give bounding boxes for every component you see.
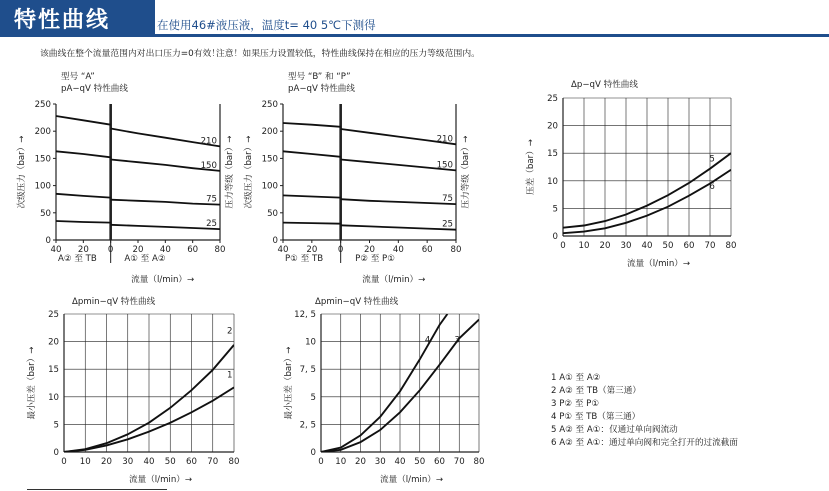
chart-a-xlabel: 流量（l/min）→ bbox=[131, 275, 195, 285]
chart-bp-dir-left: P① 至 TB bbox=[285, 254, 324, 264]
chart-bp-x-tick-label: 80 bbox=[450, 245, 462, 255]
chart-dpmin-b-x-tick-label: 30 bbox=[374, 457, 386, 467]
chart-dpmin-a-x-tick-label: 70 bbox=[207, 457, 219, 467]
chart-dpmin-b-x-tick-label: 50 bbox=[414, 457, 426, 467]
chart-bp-curve-210-left bbox=[283, 123, 341, 127]
chart-dp-xlabel: 流量（l/min）→ bbox=[627, 259, 691, 269]
chart-dpmin-b-y-tick-label: 7, 5 bbox=[299, 365, 316, 376]
chart-dpmin-b-x-tick-label: 80 bbox=[473, 457, 485, 467]
chart-dp-y-tick-label: 10 bbox=[547, 176, 558, 187]
chart-dpmin-a-curve-label: 2 bbox=[227, 326, 233, 337]
chart-a-title: 型号 “A” bbox=[61, 72, 95, 82]
chart-a-curve-label: 25 bbox=[206, 219, 217, 230]
chart-dpmin-b-y-tick-label: 12, 5 bbox=[294, 310, 316, 320]
chart-bp-curve-25-right bbox=[341, 225, 456, 229]
chart-dpmin-a-y-tick-label: 0 bbox=[53, 448, 59, 458]
chart-dpmin-b-x-tick-label: 40 bbox=[394, 457, 406, 467]
chart-dpmin-a-x-tick-label: 60 bbox=[186, 457, 197, 467]
chart-dpmin-a-x-tick-label: 50 bbox=[164, 457, 176, 467]
chart-dpmin-b-curve-label: 3 bbox=[454, 335, 461, 346]
chart-dp-x-tick-label: 20 bbox=[599, 241, 611, 251]
chart-dp-y-tick-label: 15 bbox=[547, 149, 558, 160]
chart-dpmin-b-x-tick-label: 10 bbox=[335, 457, 347, 467]
chart-a-dir-left: A② 至 TB bbox=[58, 254, 97, 264]
chart-bp-dir-right: P② 至 P① bbox=[355, 254, 395, 264]
chart-dp-x-tick-label: 10 bbox=[578, 241, 590, 251]
chart-dp-y-tick-label: 20 bbox=[547, 121, 558, 132]
chart-bp-xlabel: 流量（l/min）→ bbox=[362, 275, 426, 285]
chart-a-y-tick-label: 200 bbox=[34, 127, 51, 138]
chart-dpmin-a-y-tick-label: 20 bbox=[48, 337, 59, 348]
chart-dp-curve-label: 6 bbox=[709, 182, 715, 193]
chart-a-x-tick-label: 40 bbox=[50, 245, 62, 255]
chart-bp-curve-label: 210 bbox=[436, 134, 453, 145]
chart-a-x-tick-label: 60 bbox=[187, 245, 199, 255]
chart-dpmin-b-x-tick-label: 70 bbox=[453, 457, 465, 467]
chart-a-y-tick-label: 0 bbox=[45, 236, 51, 246]
note-warning: 注意！如果压力设置较低，特性曲线保持在相应的压力等级范围内。 bbox=[216, 49, 480, 59]
chart-a-curve-75-left bbox=[56, 194, 111, 198]
chart-dpmin-a-y-tick-label: 10 bbox=[48, 392, 59, 403]
chart-dpmin-b-y-tick-label: 10 bbox=[305, 337, 316, 348]
chart-bp-x-tick-label: 60 bbox=[421, 245, 433, 255]
chart-bp-curve-label: 150 bbox=[436, 160, 453, 171]
chart-bp-x-tick-label: 20 bbox=[364, 245, 375, 255]
chart-a-curve-75-right bbox=[111, 200, 220, 205]
chart-a-curve-210-left bbox=[56, 116, 111, 125]
chart-bp-y-tick-label: 200 bbox=[261, 127, 278, 138]
chart-dpmin-a-x-tick-label: 80 bbox=[228, 457, 240, 467]
legend-item: 1 A① 至 A② bbox=[551, 373, 601, 383]
legend-item: 5 A② 至 A①：仅通过单向阀流动 bbox=[551, 425, 678, 435]
chart-dpmin-b-y-tick-label: 5 bbox=[310, 392, 316, 403]
chart-a-x-tick-label: 0 bbox=[107, 245, 114, 255]
chart-dpmin-a-x-tick-label: 40 bbox=[143, 457, 155, 467]
chart-a-ylabel-left: 次级压力（bar）→ bbox=[17, 135, 27, 209]
chart-a-x-tick-label: 80 bbox=[214, 245, 226, 255]
chart-dp-y-tick-label: 0 bbox=[552, 232, 558, 242]
chart-bp-curve-25-left bbox=[283, 223, 341, 224]
chart-dpmin-b-curve-4 bbox=[321, 314, 447, 452]
page-title: 特性曲线 bbox=[14, 8, 111, 33]
chart-a-y-tick-label: 150 bbox=[34, 154, 51, 165]
chart-bp-ylabel-left: 次级压力（bar）→ bbox=[244, 135, 254, 209]
chart-dpmin-b-ylabel: 最小压差（bar）→ bbox=[284, 346, 294, 420]
chart-bp-curve-150-left bbox=[283, 151, 341, 157]
chart-bp-ylabel-right: 压力等级（bar）→ bbox=[461, 135, 471, 209]
chart-bp-y-tick-label: 250 bbox=[261, 100, 278, 110]
chart-bp-title: 型号 “B” 和 “P” bbox=[288, 72, 351, 82]
chart-bp-y-tick-label: 100 bbox=[261, 181, 278, 192]
page-subtitle: 在使用46#液压液，温度t= 40 5℃下测得 bbox=[157, 18, 376, 32]
chart-dp-x-tick-label: 0 bbox=[560, 241, 566, 251]
chart-bp-curve-label: 25 bbox=[442, 219, 453, 230]
chart-a-y-tick-label: 50 bbox=[40, 208, 51, 219]
chart-dp-title: Δp−qV 特性曲线 bbox=[571, 80, 638, 90]
chart-dp-y-tick-label: 5 bbox=[552, 204, 558, 215]
chart-dpmin-a-y-tick-label: 15 bbox=[48, 365, 59, 376]
chart-dp-curve-label: 5 bbox=[709, 154, 715, 165]
chart-bp-x-tick-label: 0 bbox=[337, 245, 344, 255]
chart-bp-curve-label: 75 bbox=[442, 194, 453, 205]
chart-a-curve-label: 75 bbox=[206, 194, 217, 205]
chart-a-x-tick-label: 20 bbox=[77, 245, 89, 255]
legend-item: 2 A② 至 TB（第三通） bbox=[551, 386, 641, 396]
chart-dpmin-b-y-tick-label: 2, 5 bbox=[299, 420, 316, 431]
chart-a-curve-25-left bbox=[56, 221, 111, 223]
chart-dpmin-a-ylabel: 最小压差（bar）→ bbox=[27, 346, 37, 420]
chart-a-curve-25-right bbox=[111, 225, 220, 229]
chart-a-dir-right: A① 至 A② bbox=[124, 254, 166, 264]
chart-bp-subtitle: pA−qV 特性曲线 bbox=[288, 84, 355, 94]
chart-dpmin-a-xlabel: 流量（l/min）→ bbox=[129, 475, 193, 485]
chart-bp-y-tick-label: 50 bbox=[267, 208, 278, 219]
chart-dpmin-a-title: Δpmin−qV 特性曲线 bbox=[72, 297, 156, 307]
chart-dpmin-b-xlabel: 流量（l/min）→ bbox=[380, 475, 444, 485]
chart-bp-x-tick-label: 40 bbox=[277, 245, 289, 255]
chart-dpmin-a-x-tick-label: 10 bbox=[79, 457, 91, 467]
chart-a-curve-150-left bbox=[56, 151, 111, 157]
chart-dpmin-a-y-tick-label: 5 bbox=[53, 420, 59, 431]
chart-bp-y-tick-label: 0 bbox=[272, 236, 278, 246]
chart-dp-x-tick-label: 60 bbox=[683, 241, 695, 251]
chart-bp-curve-75-left bbox=[283, 195, 341, 197]
chart-dpmin-b-y-tick-label: 0 bbox=[310, 448, 316, 458]
chart-dpmin-a-curve-label: 1 bbox=[227, 370, 233, 381]
chart-a-subtitle: pA−qV 特性曲线 bbox=[61, 84, 128, 94]
legend-item: 4 P① 至 TB（第三通） bbox=[551, 412, 641, 422]
legend-item: 6 A② 至 A①：通过单向阀和完全打开的过流截面 bbox=[551, 438, 738, 448]
chart-dpmin-b-x-tick-label: 0 bbox=[318, 457, 324, 467]
chart-dpmin-b-title: Δpmin−qV 特性曲线 bbox=[315, 297, 399, 307]
legend-item: 3 P② 至 P① bbox=[551, 399, 600, 409]
chart-dp-x-tick-label: 50 bbox=[662, 241, 674, 251]
chart-a-x-tick-label: 40 bbox=[159, 245, 171, 255]
chart-a-curve-label: 210 bbox=[200, 136, 217, 147]
chart-dp-x-tick-label: 80 bbox=[725, 241, 737, 251]
chart-bp-x-tick-label: 40 bbox=[392, 245, 404, 255]
chart-dp-ylabel: 压差（bar）→ bbox=[526, 139, 536, 195]
chart-bp-y-tick-label: 150 bbox=[261, 154, 278, 165]
chart-bp-x-tick-label: 20 bbox=[306, 245, 318, 255]
chart-a-curve-label: 150 bbox=[200, 160, 217, 171]
chart-dp-y-tick-label: 25 bbox=[547, 94, 558, 104]
chart-dpmin-a-x-tick-label: 30 bbox=[122, 457, 134, 467]
chart-a-x-tick-label: 20 bbox=[132, 245, 144, 255]
chart-dpmin-b-curve-label: 4 bbox=[424, 335, 431, 346]
note-validity: 该曲线在整个流量范围内对出口压力=0有效！ bbox=[40, 49, 221, 59]
chart-a-y-tick-label: 250 bbox=[34, 100, 51, 110]
chart-a-ylabel-right: 压力等级（bar）→ bbox=[225, 135, 235, 209]
chart-a-y-tick-label: 100 bbox=[34, 181, 51, 192]
chart-dp-x-tick-label: 30 bbox=[620, 241, 632, 251]
chart-dp-x-tick-label: 70 bbox=[704, 241, 716, 251]
chart-dpmin-a-x-tick-label: 20 bbox=[101, 457, 112, 467]
chart-bp-curve-75-right bbox=[341, 199, 456, 204]
chart-dpmin-a-y-tick-label: 25 bbox=[48, 310, 59, 320]
chart-dpmin-b-x-tick-label: 20 bbox=[355, 457, 366, 467]
chart-dpmin-a-x-tick-label: 0 bbox=[61, 457, 67, 467]
chart-dpmin-b-x-tick-label: 60 bbox=[434, 457, 445, 467]
chart-dp-x-tick-label: 40 bbox=[641, 241, 653, 251]
